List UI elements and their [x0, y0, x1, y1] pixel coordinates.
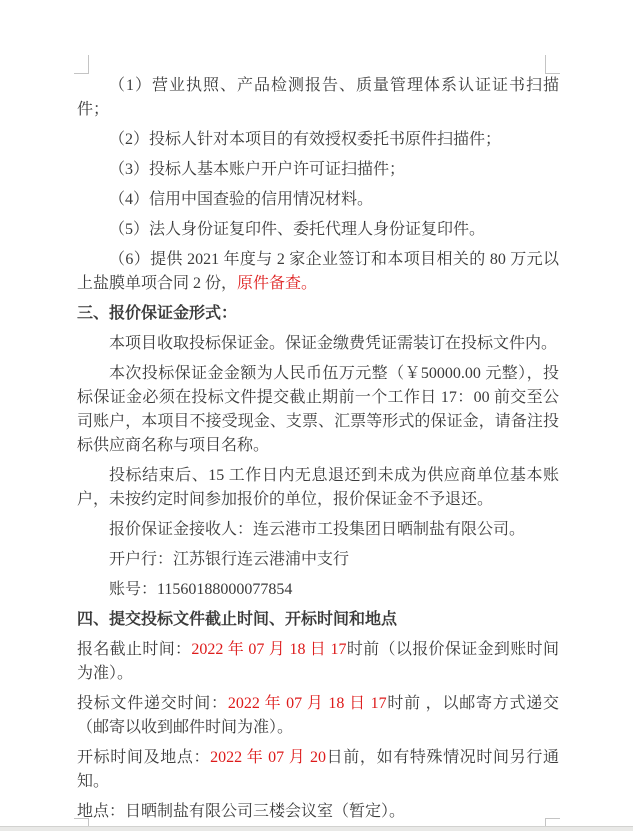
paragraph-text: （3）投标人基本账户开户许可证扫描件； [109, 161, 406, 178]
para-account [77, 578, 559, 602]
paragraph-text: 本项目收取投标保证金。保证金缴费凭证需装订在投标文件内。 [109, 335, 558, 352]
paragraph-text: 时前 ，以邮寄方式递交（邮寄以收到邮件时间为准）。 [77, 695, 559, 736]
red-submission-date: 2022 年 07 月 18 日 17 [227, 695, 387, 712]
red-deadline-date: 2022 年 07 月 18 日 17 [191, 641, 347, 658]
paragraph-text: 报价保证金接收人：连云港市工投集团日晒制盐有限公司。 [109, 521, 526, 538]
section-heading-4 [77, 608, 559, 632]
attachment-item-1 [77, 74, 559, 122]
paragraph-text: 本次投标保证金金额为人民币伍万元整（￥50000.00 元整），投标保证金必须在投标文件提交截止期前一个工作日 17：00 前交至公司账户，本项目不接受现金、支票、汇票等形式的保证金，请备注投标供应商名称与项目名称。 [77, 365, 559, 454]
red-note-original-for-check: 原件备查。 [237, 275, 318, 292]
paragraph-text: 时前（以报价保证金到账时间为准）。 [77, 641, 559, 682]
paragraph-text: 投标结束后、15 工作日内无息退还到未成为供应商单位基本账户，未按约定时间参加报价的单位，报价保证金不予退还。 [77, 467, 559, 508]
text-boundary-mark-top-left [74, 55, 89, 74]
document-body [77, 74, 559, 830]
para-deposit-receiver [77, 518, 559, 542]
paragraph-text: （4）信用中国查验的信用情况材料。 [109, 191, 374, 208]
attachment-item-4 [77, 188, 559, 212]
paragraph-text: 地点：日晒制盐有限公司三楼会议室（暂定）。 [77, 803, 406, 820]
para-deposit-required [77, 332, 559, 356]
attachment-item-2 [77, 128, 559, 152]
paragraph-text: （1）营业执照、产品检测报告、质量管理体系认证证书扫描件； [77, 77, 559, 118]
paragraph-text: 开标时间及地点： [77, 749, 211, 766]
heading-text: 四、提交投标文件截止时间、开标时间和地点 [77, 611, 398, 628]
para-opening-location [77, 800, 559, 824]
paragraph-text: 报名截止时间： [77, 641, 192, 658]
attachment-item-6 [77, 248, 559, 296]
para-bank [77, 548, 559, 572]
heading-text: 三、报价保证金形式： [77, 305, 238, 322]
section-heading-3 [77, 302, 559, 326]
page-bottom-gap [0, 826, 633, 831]
attachment-item-5 [77, 218, 559, 242]
para-submission-deadline [77, 692, 559, 740]
para-deposit-refund [77, 464, 559, 512]
paragraph-text: （5）法人身份证复印件、委托代理人身份证复印件。 [109, 221, 486, 238]
para-opening-time [77, 746, 559, 794]
red-opening-date: 2022 年 07 月 20 [210, 749, 326, 766]
paragraph-text: 日前，如有特殊情况时间另行通知。 [77, 749, 559, 790]
paragraph-text: 开户行：江苏银行连云港浦中支行 [109, 551, 350, 568]
attachment-item-3 [77, 158, 559, 182]
paragraph-text: （2）投标人针对本项目的有效授权委托书原件扫描件； [109, 131, 502, 148]
paragraph-text: （6）提供 2021 年度与 2 家企业签订和本项目相关的 80 万元以上盐膜单项合同 2 份， [77, 251, 559, 292]
para-registration-deadline [77, 638, 559, 686]
account-number-text: 账号：11560188000077854 [109, 581, 293, 598]
paragraph-text: 投标文件递交时间： [77, 695, 228, 712]
text-boundary-mark-top-right [545, 55, 560, 74]
para-deposit-amount [77, 362, 559, 458]
